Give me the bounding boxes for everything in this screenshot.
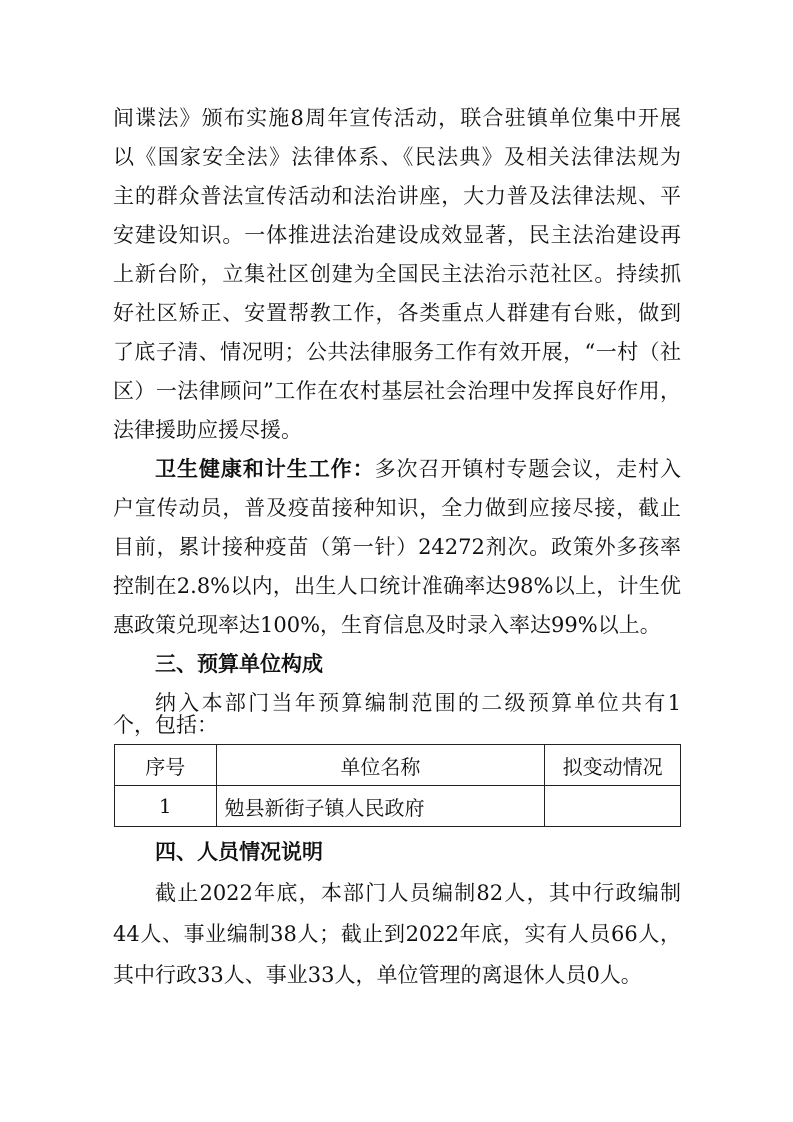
paragraph-line: 间谍法》颁布实施8周年宣传活动，联合驻镇单位集中开展 bbox=[113, 106, 681, 130]
paragraph-line: 安建设知识。一体推进法治建设成效显著，民主法治建设再 bbox=[113, 223, 681, 247]
paragraph-line: 目前，累计接种疫苗（第一针）24272剂次。政策外多孩率 bbox=[113, 535, 681, 559]
paragraph-line: 惠政策兑现率达100%，生育信息及时录入率达99%以上。 bbox=[113, 613, 661, 637]
table-header-cell: 拟变动情况 bbox=[545, 745, 681, 786]
paragraph-line: 截止2022年底，本部门人员编制82人，其中行政编制 bbox=[155, 881, 681, 905]
paragraph-line: 好社区矫正、安置帮教工作，各类重点人群建有台账，做到 bbox=[113, 301, 681, 325]
paragraph-line: 44人、事业编制38人；截止到2022年底，实有人员66人， bbox=[113, 922, 681, 946]
section-label: 卫生健康和计生工作： bbox=[155, 457, 375, 481]
paragraph-line: 以《国家安全法》法律体系、《民法典》及相关法律法规为 bbox=[113, 145, 681, 169]
section-heading: 三、预算单位构成 bbox=[155, 652, 323, 676]
paragraph-line: 控制在2.8%以内，出生人口统计准确率达98%以上，计生优 bbox=[113, 574, 681, 598]
paragraph-line: 主的群众普法宣传活动和法治讲座，大力普及法律法规、平 bbox=[113, 184, 681, 208]
paragraph-line: 个，包括： bbox=[113, 713, 218, 737]
budget-unit-table bbox=[114, 744, 681, 827]
table-cell bbox=[545, 786, 681, 827]
paragraph-line: 纳入本部门当年预算编制范围的二级预算单位共有1 bbox=[155, 691, 681, 715]
table-row bbox=[115, 786, 681, 827]
paragraph-text: 多次召开镇村专题会议，走村入 bbox=[374, 457, 682, 481]
table-header-row bbox=[115, 745, 681, 786]
table-cell: 勉县新街子镇人民政府 bbox=[216, 786, 545, 827]
table-header-cell: 单位名称 bbox=[216, 745, 545, 786]
paragraph-first-line bbox=[155, 452, 681, 486]
paragraph-line: 法律援助应援尽援。 bbox=[113, 418, 302, 442]
paragraph-line: 户宣传动员，普及疫苗接种知识，全力做到应接尽接，截止 bbox=[113, 496, 681, 520]
section-heading: 四、人员情况说明 bbox=[155, 840, 323, 864]
paragraph-line: 区）一法律顾问”工作在农村基层社会治理中发挥良好作用， bbox=[113, 379, 681, 403]
table-header-cell: 序号 bbox=[115, 745, 217, 786]
table-cell: 1 bbox=[115, 786, 217, 827]
paragraph-line: 上新台阶，立集社区创建为全国民主法治示范社区。持续抓 bbox=[113, 262, 681, 286]
paragraph-line: 其中行政33人、事业33人，单位管理的离退休人员0人。 bbox=[113, 963, 642, 987]
paragraph-line: 了底子清、情况明；公共法律服务工作有效开展，“一村（社 bbox=[113, 340, 681, 364]
